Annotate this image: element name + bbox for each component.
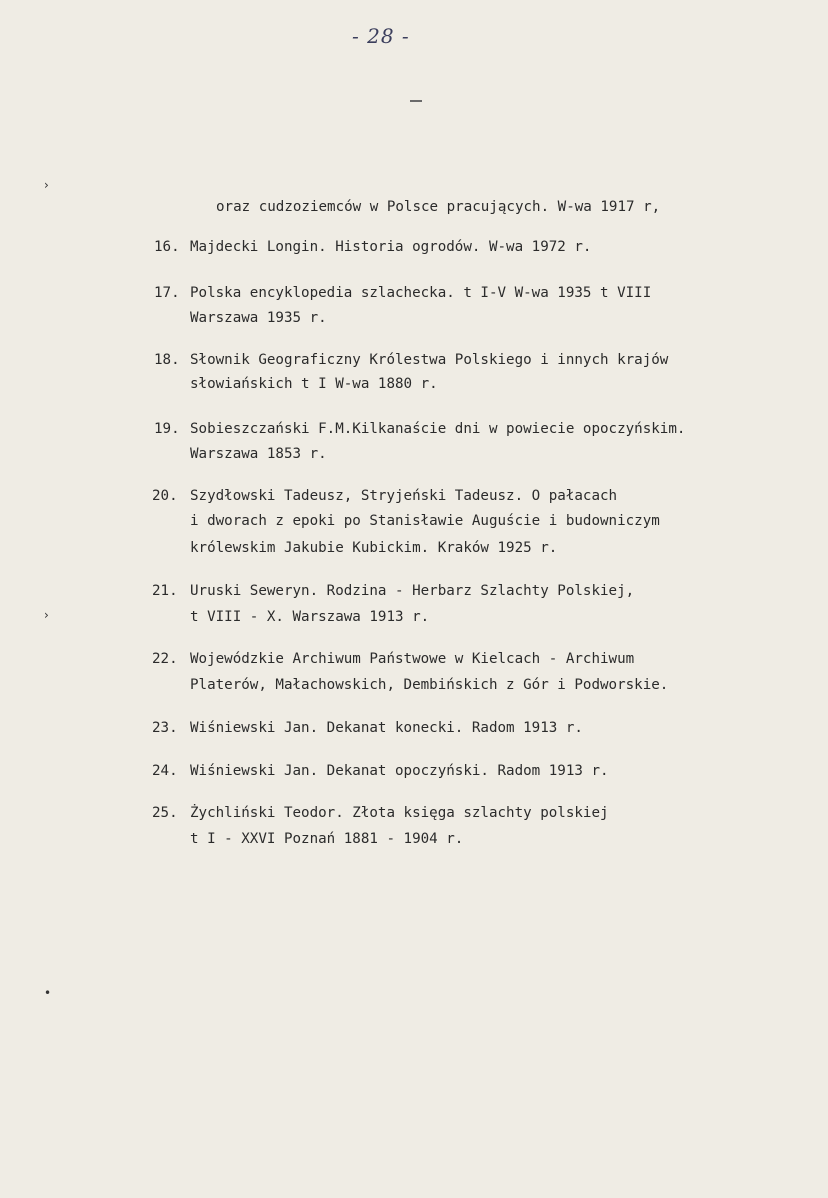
page-number: - 28 -	[352, 24, 410, 48]
entry-number: 17.	[154, 285, 180, 301]
entry-line: Sobieszczański F.M.Kilkanaście dni w powiecie opoczyńskim.	[190, 421, 686, 437]
entry-line: Żychliński Teodor. Złota księga szlachty polskiej	[190, 805, 609, 821]
dash-mark	[410, 100, 422, 102]
entry-line: słowiańskich t I W-wa 1880 r.	[190, 376, 438, 392]
entry-number: 24.	[152, 763, 178, 779]
entry-line: Warszawa 1935 r.	[190, 310, 327, 326]
margin-mark: ›	[44, 608, 49, 622]
margin-mark: •	[44, 986, 52, 1000]
entry-line: Platerów, Małachowskich, Dembińskich z Gór i Podworskie.	[190, 677, 669, 693]
entry-line: Wojewódzkie Archiwum Państwowe w Kielcach - Archiwum	[190, 651, 635, 667]
entry-number: 23.	[152, 720, 178, 736]
entry-line: królewskim Jakubie Kubickim. Kraków 1925 r.	[190, 540, 558, 556]
entry-line: Szydłowski Tadeusz, Stryjeński Tadeusz. O pałacach	[190, 488, 618, 504]
entry-line: Majdecki Longin. Historia ogrodów. W-wa 1972 r.	[190, 239, 592, 255]
entry-number: 16.	[154, 239, 180, 255]
entry-line: t VIII - X. Warszawa 1913 r.	[190, 609, 430, 625]
entry-line: Warszawa 1853 r.	[190, 446, 327, 462]
entry-line: i dworach z epoki po Stanisławie Auguście i budowniczym	[190, 513, 660, 529]
entry-number: 18.	[154, 352, 180, 368]
entry-number: 20.	[152, 488, 178, 504]
entry-line: t I - XXVI Poznań 1881 - 1904 r.	[190, 831, 464, 847]
margin-mark: ›	[44, 178, 49, 192]
entry-number: 21.	[152, 583, 178, 599]
continuation-line: oraz cudzoziemców w Polsce pracujących. W-wa 1917 r,	[216, 199, 661, 215]
entry-line: Słownik Geograficzny Królestwa Polskiego i innych krajów	[190, 352, 669, 368]
entry-line: Uruski Seweryn. Rodzina - Herbarz Szlachty Polskiej,	[190, 583, 635, 599]
entry-number: 19.	[154, 421, 180, 437]
entry-number: 22.	[152, 651, 178, 667]
entry-line: Wiśniewski Jan. Dekanat konecki. Radom 1913 r.	[190, 720, 583, 736]
entry-number: 25.	[152, 805, 178, 821]
entry-line: Wiśniewski Jan. Dekanat opoczyński. Radom 1913 r.	[190, 763, 609, 779]
entry-line: Polska encyklopedia szlachecka. t I-V W-wa 1935 t VIII	[190, 285, 652, 301]
